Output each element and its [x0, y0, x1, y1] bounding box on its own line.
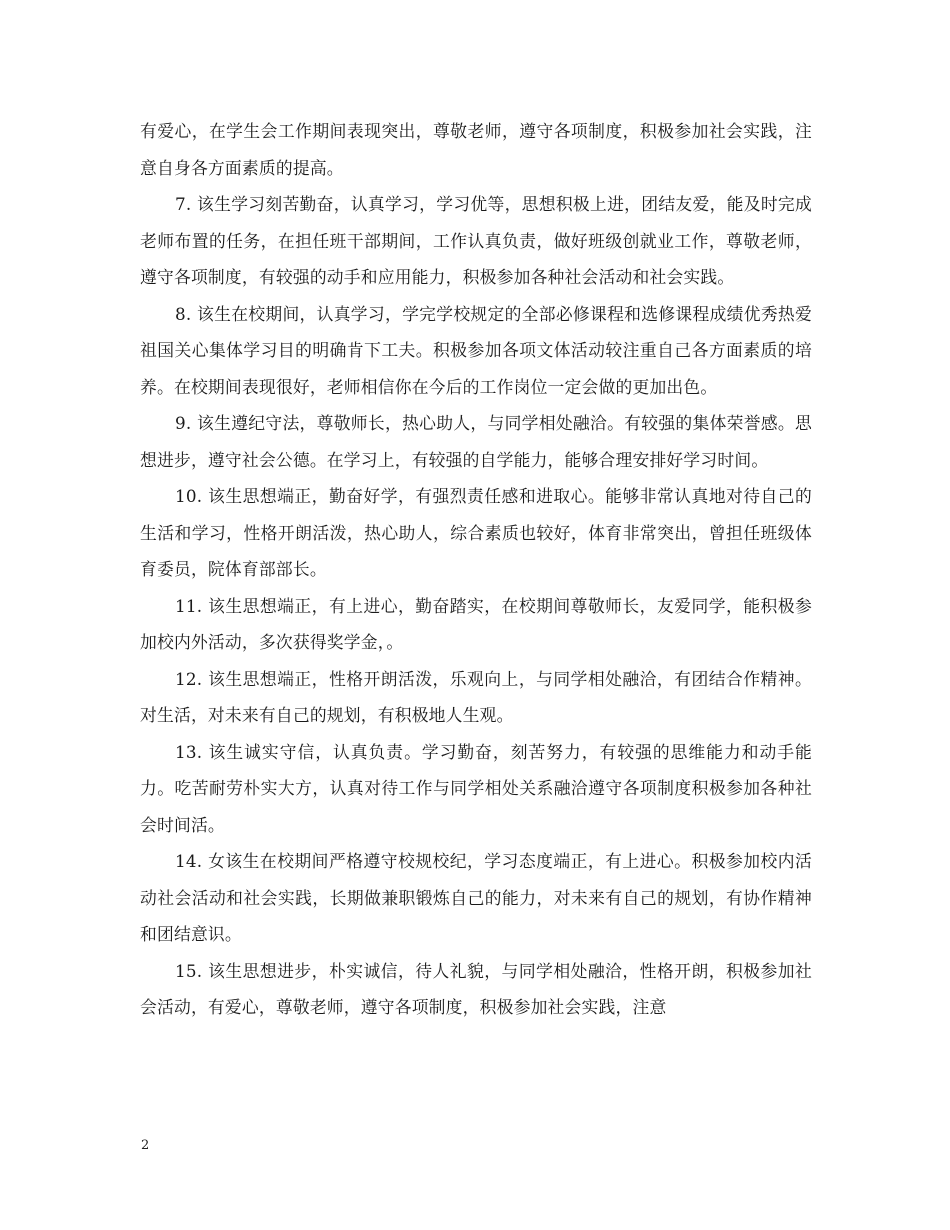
paragraph-item-7: 7. 该生学习刻苦勤奋，认真学习，学习优等，思想积极上进，团结友爱，能及时完成老师布置的任务，在担任班干部期间，工作认真负责，做好班级创就业工作，尊敬老师，遵守各项制度，有较强的动手和应用能力，积极参加各种社会活动和社会实践。: [140, 194, 812, 287]
paragraph-continuation: 有爱心，在学生会工作期间表现突出，尊敬老师，遵守各项制度，积极参加社会实践，注意自身各方面素质的提高。: [140, 121, 812, 178]
paragraph-item-14: 14. 女该生在校期间严格遵守校规校纪，学习态度端正，有上进心。积极参加校内活动社会活动和社会实践，长期做兼职锻炼自己的能力，对未来有自己的规划，有协作精神和团结意识。: [140, 851, 812, 944]
paragraph-item-9: 9. 该生遵纪守法，尊敬师长，热心助人，与同学相处融洽。有较强的集体荣誉感。思想进步，遵守社会公德。在学习上，有较强的自学能力，能够合理安排好学习时间。: [140, 413, 812, 470]
paragraph-item-15: 15. 该生思想进步，朴实诚信，待人礼貌，与同学相处融洽，性格开朗，积极参加社会活动，有爱心，尊敬老师，遵守各项制度，积极参加社会实践，注意: [140, 960, 812, 1017]
paragraph-item-13: 13. 该生诚实守信，认真负责。学习勤奋，刻苦努力，有较强的思维能力和动手能力。吃苦耐劳朴实大方，认真对待工作与同学相处关系融洽遵守各项制度积极参加各种社会时间活。: [140, 741, 812, 835]
paragraph-item-12: 12. 该生思想端正，性格开朗活泼，乐观向上，与同学相处融洽，有团结合作精神。对生活，对未来有自己的规划，有积极地人生观。: [140, 668, 812, 725]
page-number: 2: [141, 1138, 150, 1153]
paragraph-item-11: 11. 该生思想端正，有上进心，勤奋踏实，在校期间尊敬师长，友爱同学，能积极参加校内外活动，多次获得奖学金，。: [140, 595, 812, 652]
paragraph-item-10: 10. 该生思想端正，勤奋好学，有强烈责任感和进取心。能够非常认真地对待自己的生活和学习，性格开朗活泼，热心助人，综合素质也较好，体育非常突出，曾担任班级体育委员，院体育部部长。: [140, 486, 812, 579]
page-body: [140, 113, 812, 1026]
paragraph-item-8: 8. 该生在校期间，认真学习，学完学校规定的全部必修课程和选修课程成绩优秀热爱祖国关心集体学习目的明确肯下工夫。积极参加各项文体活动较注重自己各方面素质的培养。在校期间表现很好，老师相信你在今后的工作岗位一定会做的更加出色。: [140, 303, 812, 397]
